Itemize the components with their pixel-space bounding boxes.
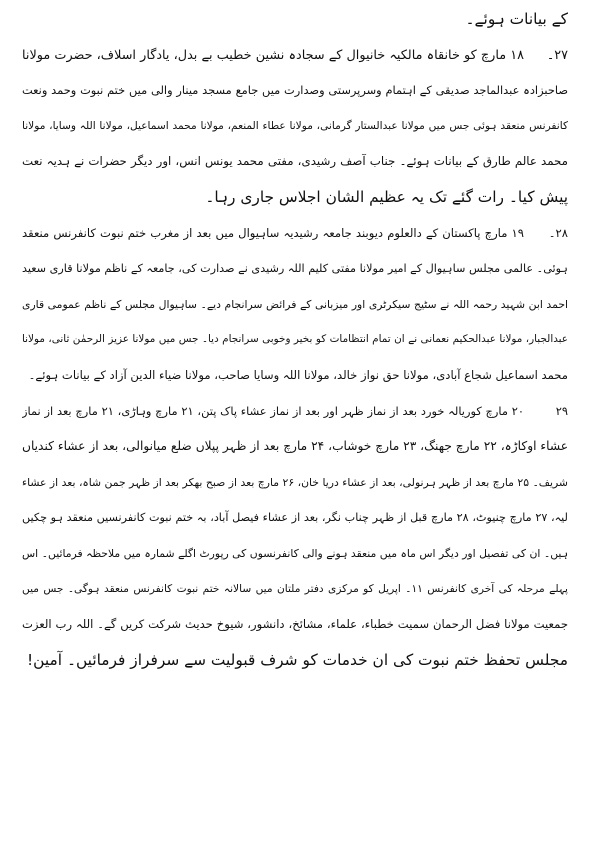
paragraph-27-first-line [22, 38, 568, 74]
text-line: جمعیت مولانا فضل الرحمان سمیت خطباء، علماء، مشائخ، دانشور، شیوخ حدیث شرکت کریں گے۔ اللہ رب العزت [22, 617, 568, 632]
text-line: احمد ابن شہید رحمہ اللہ نے سٹیج سیکرٹری اور میزبانی کے فرائض سرانجام دیے۔ ساہیوال مجلس کے ناظم عمومی قاری [22, 297, 568, 311]
document-body [22, 2, 568, 678]
text-line: شریف۔ ۲۵ مارچ بعد از ظہر ہرنولی، بعد از عشاء دریا خان، ۲۶ مارچ بعد از صبح بھکر بعد از ظہر جمن شاہ، بعد از عشاء [22, 475, 568, 489]
text-line: ۱۸ مارچ کو خانقاہ مالکیہ خانیوال کے سجادہ نشین خطیب بے بدل، یادگار اسلاف، حضرت مولانا [22, 47, 524, 63]
text-line: محمد اسماعیل شجاع آبادی، مولانا حق نواز خالد، مولانا اللہ وسایا صاحب، مولانا ضیاء الدین آزاد کے بیانات ہوئے۔ [28, 367, 568, 382]
text-line: عشاء اوکاڑہ، ۲۲ مارچ جھنگ، ۲۳ مارچ خوشاب، ۲۴ مارچ بعد از ظہر پپلاں ضلع میانوالی، بعد از عشاء کندیاں [22, 439, 568, 454]
text-line: ہوئی۔ عالمی مجلس ساہیوال کے امیر مولانا مفتی کلیم اللہ رشیدی نے صدارت کی، جامعہ کے ناظم مولانا قاری سعید [22, 262, 568, 276]
text-line: کے بیانات ہوئے۔ [465, 10, 568, 28]
paragraph-28-first-line [22, 216, 568, 252]
text-line: کانفرنس منعقد ہوئی جس میں مولانا عبدالستار گرمانی، مولانا عطاء المنعم، مولانا محمد اسماعیل، مولانا اللہ وسایا، مولانا [22, 119, 568, 132]
text-line: محمد عالم طارق کے بیانات ہوئے۔ جناب آصف رشیدی، مفتی محمد یونس انس، اور دیگر حضرات نے ہدیہ نعت [22, 154, 568, 169]
paragraph-number: ۲۹ [555, 403, 568, 418]
text-line: ۱۹ مارچ پاکستان کے دالعلوم دیوبند جامعہ رشیدیہ ساہیوال میں بعد از مغرب ختم نبوت کانفرنس منعقد [22, 225, 524, 240]
paragraph-29-first-line [22, 394, 568, 430]
paragraph-number: ۲۸۔ [548, 225, 568, 240]
text-line: ہیں۔ ان کی تفصیل اور دیگر اس ماہ میں منعقد ہونے والی کانفرنسوں کی رپورٹ اگلے شمارہ میں ملاحظہ فرمائیں۔ اس [22, 546, 568, 560]
text-line: لیہ، ۲۷ مارچ چنیوٹ، ۲۸ مارچ قبل از ظہر چناب نگر، بعد از عشاء فیصل آباد، بہ ختم نبوت کانفرنسیں منعقد ہو چکیں [22, 511, 568, 525]
paragraph-number: ۲۷۔ [546, 47, 568, 63]
text-line: ۲۰ مارچ کوریالہ خورد بعد از نماز ظہر اور بعد از نماز عشاء پاک پتن، ۲۱ مارچ وہاڑی، ۲۱ مارچ بعد از نماز [22, 403, 525, 418]
text-line: عبدالجبار، مولانا عبدالحکیم نعمانی نے ان تمام انتظامات کو بخیر وخوبی سرانجام دیا۔ جس میں مولانا عزیز الرحمٰن ثانی، مولانا [22, 333, 568, 346]
text-line: صاحبزادہ عبدالماجد صدیقی کے اہتمام وسرپرستی وصدارت میں جامع مسجد مینار والی میں ختم نبوت وحمد ونعت [22, 83, 568, 98]
text-line: پیش کیا۔ رات گئے تک یہ عظیم الشان اجلاس جاری رہا۔ [205, 187, 568, 206]
text-line: پہلے مرحلہ کی آخری کانفرنس ۱۱۔ اپریل کو مرکزی دفتر ملتان میں سالانہ ختم نبوت کانفرنس منعقد ہوگی۔ جس میں [22, 582, 568, 595]
text-line: مجلس تحفظ ختم نبوت کی ان خدمات کو شرف قبولیت سے سرفراز فرمائیں۔ آمین! [27, 650, 568, 669]
